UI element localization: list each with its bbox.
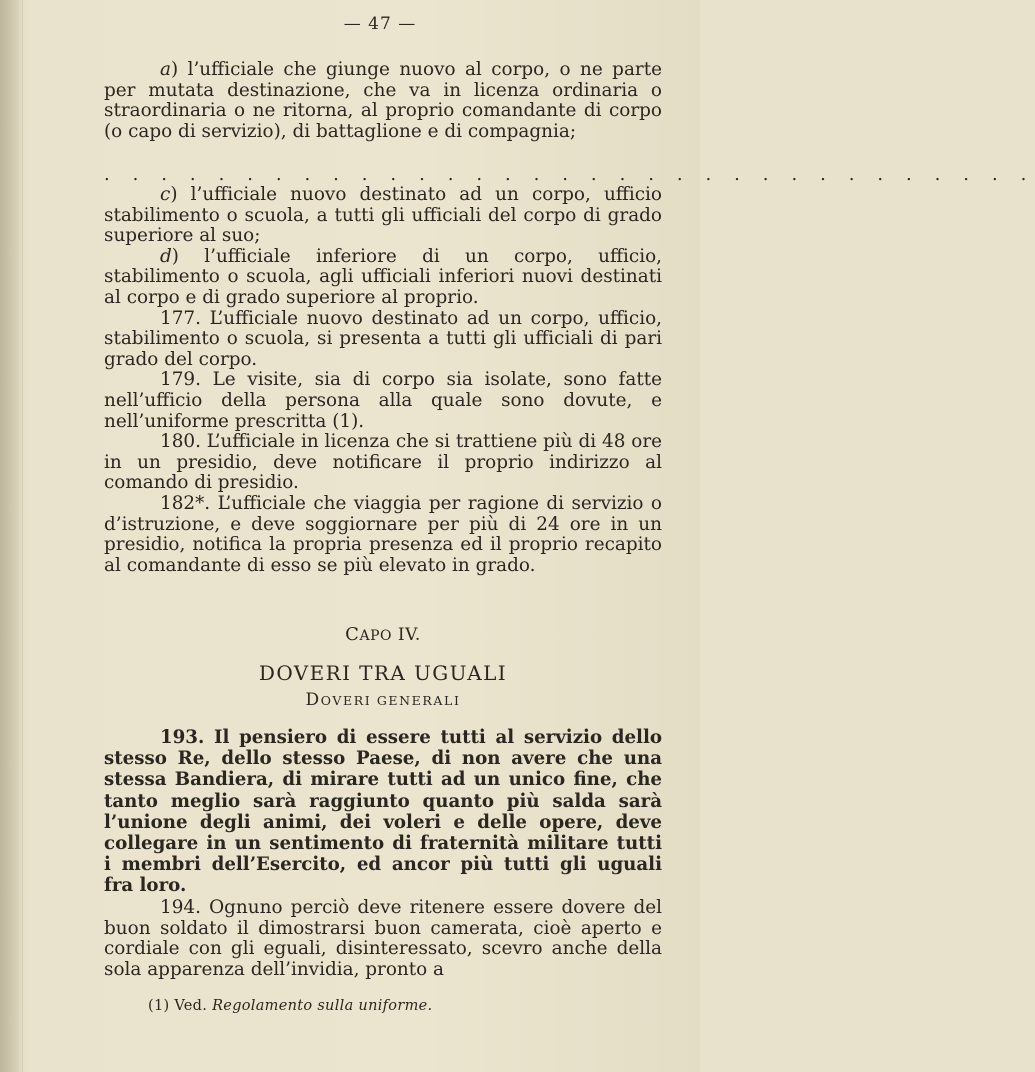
paragraph-a xyxy=(104,60,662,142)
paragraph-c-text: ) l’ufficiale nuovo destinato ad un corpo, ufficio stabilimento o scuola, a tutti gli ufficiali del corpo di grado superiore al suo; xyxy=(104,184,662,247)
chapter-title: DOVERI TRA UGUALI xyxy=(258,661,508,685)
footnote-mark: (1) Ved. xyxy=(148,998,208,1014)
paragraph-179: 179. Le visite, sia di corpo sia isolate, sono fatte nell’ufficio della persona alla quale sono dovute, e nell’uniforme prescritta (1). xyxy=(104,369,662,432)
page-number: — 47 — xyxy=(343,14,417,34)
footnote-reference: Regolamento sulla uniforme. xyxy=(212,998,433,1014)
paragraph-180: 180. L’ufficiale in licenza che si trattiene più di 48 ore in un presidio, deve notificare il proprio indirizzo al comando di presidio. xyxy=(104,431,662,494)
paragraph-d-text: ) l’ufficiale inferiore di un corpo, ufficio, stabilimento o scuola, agli ufficiali inferiori nuovi destinati al corpo e di grado superiore al proprio. xyxy=(104,245,662,308)
chapter-heading: CAPO IV. xyxy=(345,624,421,645)
omission-dots: . . . . . . . . . . . . . . . . . . . . . . . . . . . . . . . . . xyxy=(104,164,1035,185)
page-binding-edge xyxy=(0,0,23,1072)
paragraph-c-d xyxy=(104,185,662,576)
paragraph-193: 193. Il pensiero di essere tutti al servizio dello stesso Re, dello stesso Paese, di non avere che una stessa Bandiera, di mirare tutti ad un unico fine, che tanto meglio sarà raggiunto quanto più salda sarà l’unione degli animi, dei voleri e delle opere, deve collegare in un sentimento di fraternità militare tutti i membri dell’Esercito, ed ancor più tutti gli uguali fra loro. xyxy=(104,727,662,897)
paragraph-c-label: c xyxy=(160,184,171,205)
footnote xyxy=(148,998,432,1014)
paragraph-a-label: a xyxy=(160,59,171,80)
paragraph-177: 177. L’ufficiale nuovo destinato ad un corpo, ufficio, stabilimento o scuola, si presenta a tutti gli ufficiali di pari grado del corpo. xyxy=(104,307,662,370)
paragraph-d-label: d xyxy=(160,245,172,267)
paragraph-194: 194. Ognuno perciò deve ritenere essere dovere del buon soldato il dimostrarsi buon camerata, cioè aperto e cordiale con gli eguali, disinteressato, scevro anche della sola apparenza dell’invidia, pronto a xyxy=(104,897,662,980)
paragraph-182: 182*. L’ufficiale che viaggia per ragione di servizio o d’istruzione, e deve soggiornare per più di 24 ore in un presidio, notifica la propria presenza ed il proprio recapito al comandante di esso se più elevato in grado. xyxy=(104,492,662,576)
paragraph-a-text: ) l’ufficiale che giunge nuovo al corpo, o ne parte per mutata destinazione, che va in licenza ordinaria o straordinaria o ne ritorna, al proprio comandante di corpo (o capo di servizio), di battaglione e di compagnia; xyxy=(104,59,662,142)
section-subtitle: DOVERI GENERALI xyxy=(305,690,461,710)
